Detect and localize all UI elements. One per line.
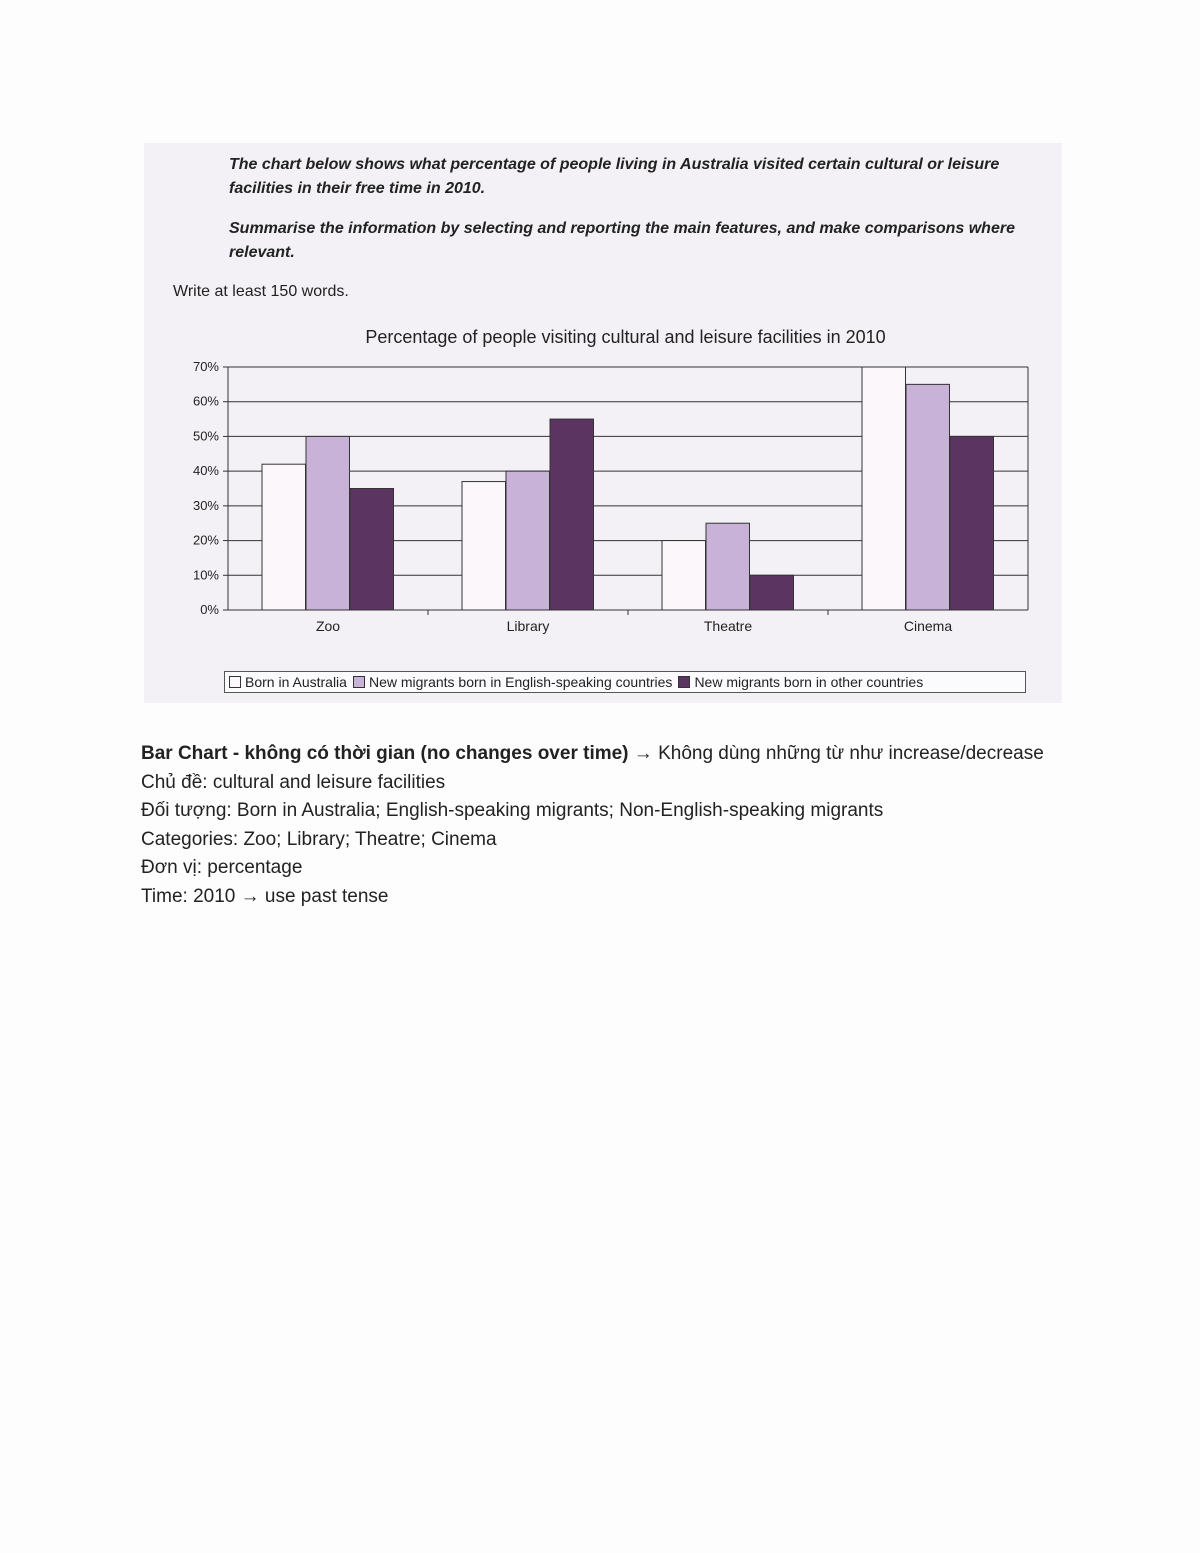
chart-title: Percentage of people visiting cultural and leisure facilities in 2010 <box>365 327 886 347</box>
note-chart-type <box>141 740 1061 769</box>
task-instruction: Summarise the information by selecting and reporting the main features, and make comparisons where relevant. <box>229 220 1015 261</box>
task-prompt: The chart below shows what percentage of people living in Australia visited certain cultural or leisure facilities in their free time in 2010. <box>229 156 1000 197</box>
y-tick-label: 0% <box>200 602 219 617</box>
note-chart-type-bold: Bar Chart - không có thời gian (no changes over time) <box>141 743 629 764</box>
chart-legend <box>224 671 1026 693</box>
task-image <box>144 143 1062 703</box>
x-category-label: Theatre <box>703 618 753 634</box>
bar <box>950 436 994 610</box>
y-tick-label: 50% <box>192 428 219 444</box>
bar <box>706 523 750 610</box>
x-category-label: Zoo <box>315 618 341 634</box>
note-topic: Chủ đề: cultural and leisure facilities <box>141 771 446 793</box>
legend-item-other-migrants <box>678 674 923 690</box>
analysis-notes <box>141 740 1061 911</box>
note-categories: Categories: Zoo; Library; Theatre; Cinema <box>141 828 497 850</box>
bar <box>350 489 394 611</box>
y-tick-label: 40% <box>192 463 219 479</box>
bar <box>862 367 906 610</box>
note-subjects: Đối tượng: Born in Australia; English-speaking migrants; Non-English-speaking migrants <box>141 800 884 821</box>
note-unit: Đơn vị: percentage <box>141 857 303 878</box>
legend-swatch <box>678 676 690 688</box>
legend-swatch <box>229 676 241 688</box>
y-tick-label: 30% <box>192 497 219 513</box>
bar <box>306 436 350 610</box>
legend-item-born-in-australia <box>229 674 347 690</box>
legend-label: Born in Australia <box>245 674 347 690</box>
bar <box>462 482 506 610</box>
y-tick-label: 20% <box>192 532 219 548</box>
word-count-instruction: Write at least 150 words. <box>173 283 349 300</box>
bar <box>506 471 550 610</box>
y-tick-label: 70% <box>192 359 219 374</box>
note-time: Time: 2010 → use past tense <box>141 885 389 907</box>
x-category-label: Cinema <box>903 618 953 634</box>
bar-chart <box>144 143 1062 703</box>
legend-swatch <box>353 676 365 688</box>
legend-label: New migrants born in other countries <box>694 674 924 690</box>
y-tick-label: 10% <box>192 567 219 583</box>
legend-item-english-speaking-migrants <box>353 674 672 690</box>
x-category-label: Library <box>506 618 550 634</box>
bar <box>750 575 794 610</box>
bar <box>262 464 306 610</box>
bar <box>662 541 706 610</box>
legend-label: New migrants born in English-speaking countries <box>368 674 673 690</box>
bar <box>906 384 950 610</box>
y-tick-label: 60% <box>192 393 219 409</box>
note-chart-type-rest: → Không dùng những từ như increase/decrease <box>628 743 1044 764</box>
bar <box>550 419 594 610</box>
